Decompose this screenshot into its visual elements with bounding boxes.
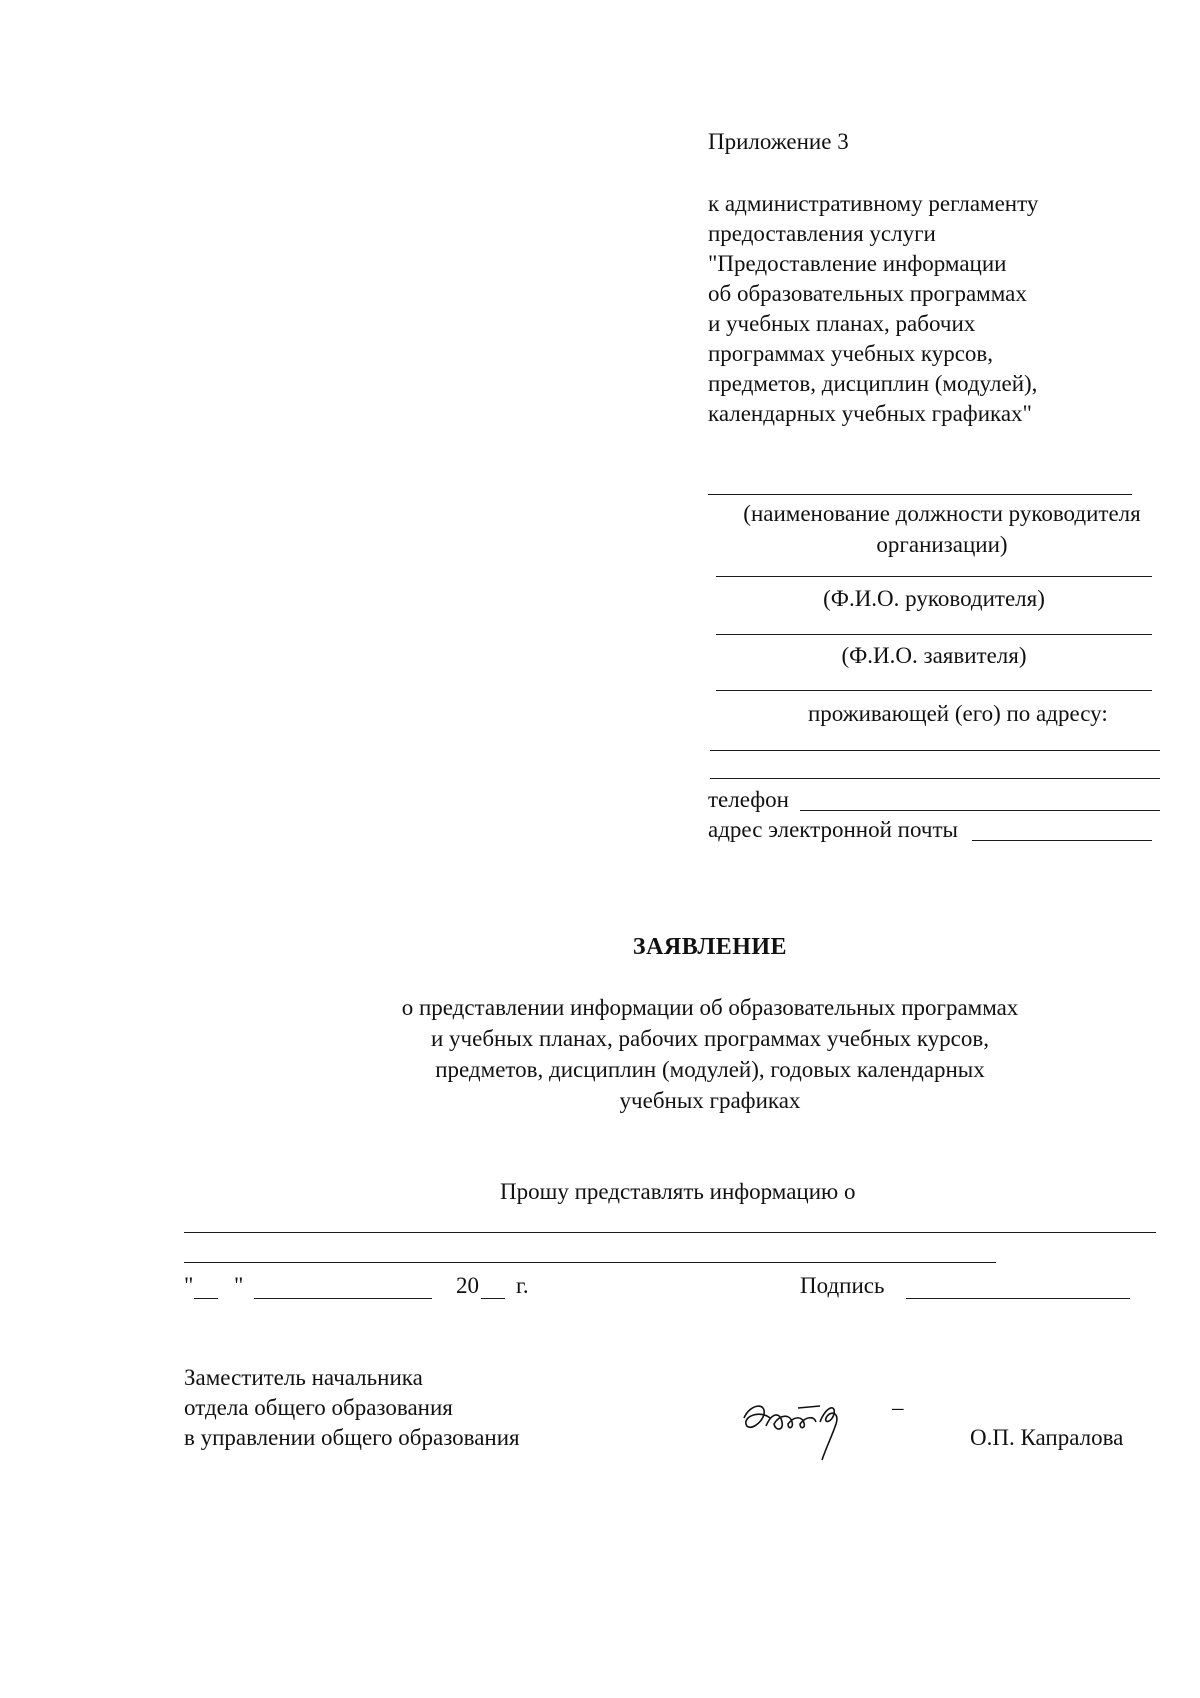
month-blank bbox=[254, 1298, 432, 1299]
request-blank-line-1 bbox=[184, 1232, 1156, 1233]
appendix-label: Приложение 3 bbox=[708, 129, 849, 154]
signature-blank-line bbox=[906, 1298, 1130, 1299]
head-name-blank-line bbox=[716, 576, 1152, 577]
handwritten-signature bbox=[736, 1396, 876, 1466]
email-blank-line bbox=[972, 840, 1152, 841]
signature-label: Подпись bbox=[800, 1273, 885, 1298]
phone-blank-line bbox=[800, 810, 1160, 811]
address-blank-line-1 bbox=[710, 750, 1160, 751]
appendix-line: предоставления услуги bbox=[708, 221, 936, 246]
applicant-extra-blank-line bbox=[716, 690, 1152, 691]
appendix-line: к административному регламенту bbox=[708, 191, 1039, 216]
date-quote-open: " bbox=[184, 1273, 194, 1298]
year-blank bbox=[481, 1298, 505, 1299]
statement-subtitle-line: и учебных планах, рабочих программах учебных курсов, bbox=[430, 1026, 990, 1051]
appendix-line: и учебных планах, рабочих bbox=[708, 311, 976, 336]
position-caption bbox=[712, 498, 1172, 560]
statement-subtitle-line: предметов, дисциплин (модулей), годовых календарных bbox=[435, 1057, 985, 1082]
day-blank bbox=[194, 1298, 218, 1299]
statement-subtitle-line: о представлении информации об образовательных программах bbox=[401, 995, 1019, 1020]
appendix-line: календарных учебных графиках" bbox=[708, 401, 1032, 426]
signature-dash: – bbox=[892, 1395, 904, 1420]
appendix-line: "Предоставление информации bbox=[708, 251, 1007, 276]
position-blank-line bbox=[708, 494, 1132, 495]
phone-label: телефон bbox=[708, 787, 789, 812]
request-text: Прошу представлять информацию о bbox=[500, 1179, 856, 1204]
appendix-line: программах учебных курсов, bbox=[708, 341, 994, 366]
statement-subtitle bbox=[230, 992, 1190, 1116]
address-caption: проживающей (его) по адресу: bbox=[808, 701, 1108, 726]
applicant-name-blank-line bbox=[716, 634, 1152, 635]
statement-subtitle-line: учебных графиках bbox=[619, 1088, 801, 1113]
signer-name: О.П. Капралова bbox=[970, 1425, 1124, 1450]
date-quote-close: " bbox=[234, 1273, 244, 1298]
appendix-line: предметов, дисциплин (модулей), bbox=[708, 371, 1038, 396]
footer-position-line: Заместитель начальника bbox=[184, 1365, 423, 1390]
address-blank-line-2 bbox=[710, 778, 1160, 779]
year-prefix: 20 bbox=[456, 1273, 479, 1298]
statement-title: ЗАЯВЛЕНИЕ bbox=[632, 934, 788, 960]
applicant-name-caption: (Ф.И.О. заявителя) bbox=[841, 643, 1027, 668]
date-line bbox=[184, 1270, 584, 1302]
request-blank-line-2 bbox=[184, 1262, 996, 1263]
footer-position-line: в управлении общего образования bbox=[184, 1425, 520, 1450]
email-label: адрес электронной почты bbox=[708, 817, 958, 842]
appendix-line: об образовательных программах bbox=[708, 281, 1027, 306]
head-name-caption: (Ф.И.О. руководителя) bbox=[823, 586, 1045, 611]
year-suffix: г. bbox=[516, 1273, 529, 1298]
position-caption-line-1: (наименование должности руководителя bbox=[743, 501, 1141, 526]
position-caption-line-2: организации) bbox=[876, 532, 1008, 557]
footer-position-line: отдела общего образования bbox=[184, 1395, 453, 1420]
